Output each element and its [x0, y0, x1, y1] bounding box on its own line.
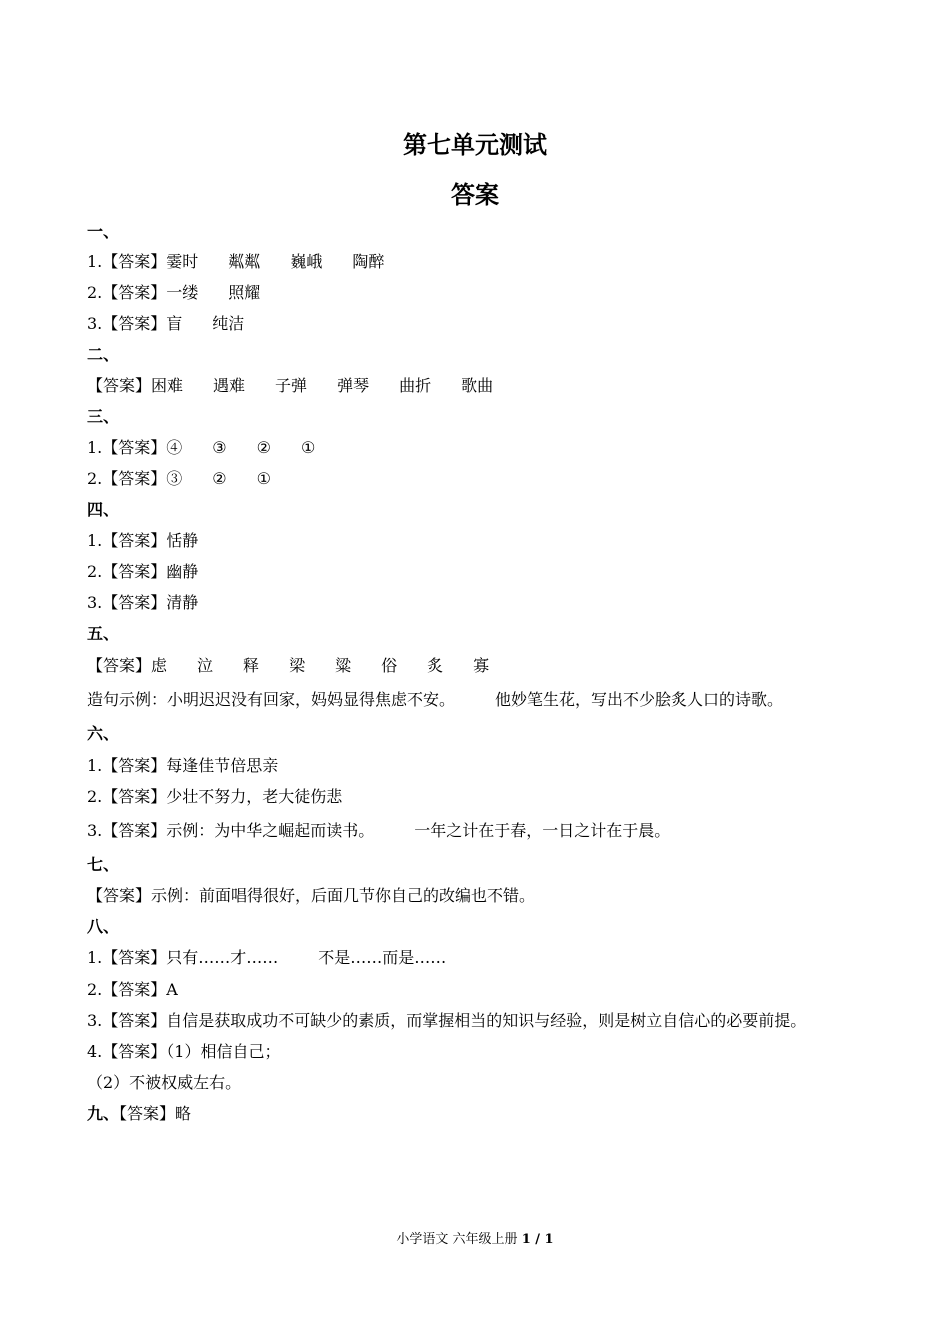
section-1-heading: 一、: [87, 222, 120, 241]
s4-q1: 1.【答案】恬静: [87, 531, 199, 550]
s1-q2: 2.【答案】一缕 照耀: [87, 283, 261, 302]
s8-q1: 1.【答案】只有……才…… 不是……而是……: [87, 948, 447, 967]
section-3-heading: 三、: [87, 407, 120, 426]
s5-answer: 【答案】虑 泣 释 梁 粱 俗 炙 寡: [87, 656, 490, 675]
page-footer: 小学语文 六年级上册 1 / 1: [396, 1232, 554, 1247]
s8-q4-part2: （2）不被权威左右。: [87, 1073, 242, 1092]
s1-q1: 1.【答案】霎时 粼粼 巍峨 陶醉: [87, 252, 385, 271]
section-2-heading: 二、: [87, 345, 120, 364]
section-8-heading: 八、: [87, 917, 120, 936]
section-4-heading: 四、: [87, 500, 120, 519]
s7-answer: 【答案】示例：前面唱得很好，后面几节你自己的改编也不错。: [87, 886, 536, 905]
section-5-heading: 五、: [87, 624, 120, 643]
section-9-heading: 九、: [87, 1104, 120, 1123]
page-number: 1 / 1: [521, 1232, 554, 1247]
s9-line: 九、【答案】略: [87, 1104, 192, 1123]
s3-q2: 2.【答案】③ ② ①: [87, 469, 271, 488]
section-6-heading: 六、: [87, 724, 120, 743]
section-7-heading: 七、: [87, 855, 120, 874]
s6-q2: 2.【答案】少壮不努力，老大徒伤悲: [87, 787, 343, 806]
s8-q4: 4.【答案】（1）相信自己；: [87, 1042, 281, 1061]
s1-q3: 3.【答案】盲 纯洁: [87, 314, 245, 333]
s6-q3: 3.【答案】示例：为中华之崛起而读书。 一年之计在于春，一日之计在于晨。: [87, 821, 671, 840]
s8-q3: 3.【答案】自信是获取成功不可缺少的素质，而掌握相当的知识与经验，则是树立自信心的必要前提。: [87, 1011, 807, 1030]
s6-q1: 1.【答案】每逢佳节倍思亲: [87, 756, 279, 775]
s2-answer: 【答案】困难 遇难 子弹 弹琴 曲折 歌曲: [87, 376, 494, 395]
s4-q2: 2.【答案】幽静: [87, 562, 199, 581]
s8-q2: 2.【答案】A: [87, 980, 178, 999]
s3-q1: 1.【答案】④ ③ ② ①: [87, 438, 316, 457]
s5-example: 造句示例：小明迟迟没有回家，妈妈显得焦虑不安。 他妙笔生花，写出不少脍炙人口的诗歌。: [87, 690, 784, 709]
page-title: 第七单元测试: [403, 131, 547, 159]
s4-q3: 3.【答案】清静: [87, 593, 199, 612]
page-subtitle: 答案: [451, 181, 499, 209]
